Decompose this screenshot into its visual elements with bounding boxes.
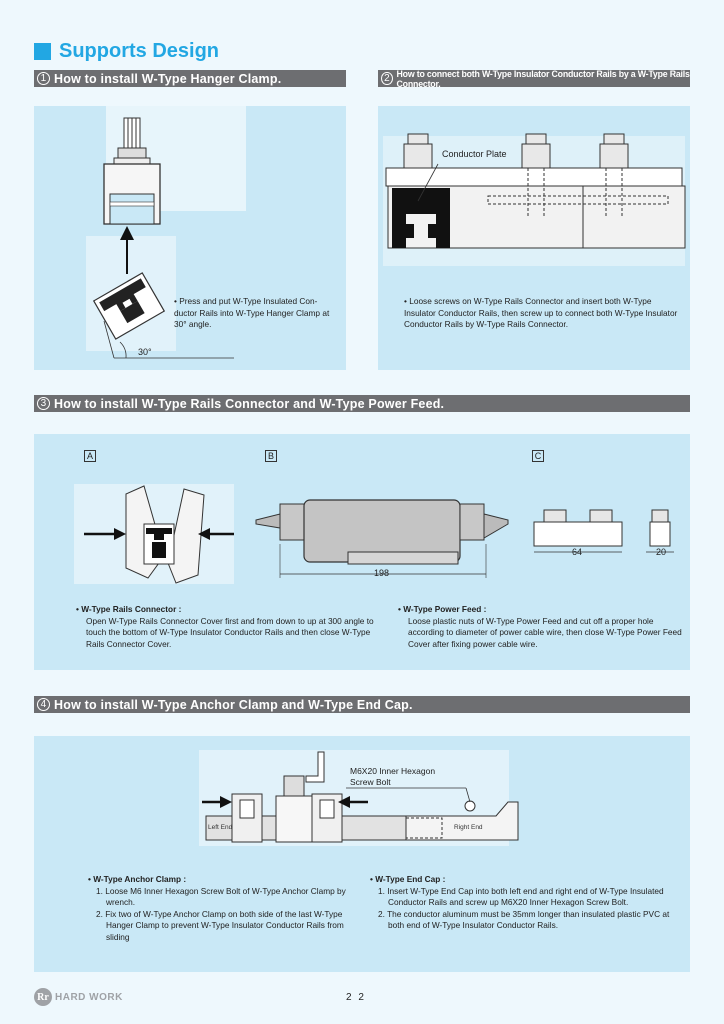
endcap-bullet (370, 874, 686, 932)
section4-number: 4 (37, 698, 50, 711)
section2-header (378, 70, 690, 87)
angle-label: 30° (138, 347, 152, 357)
anchor-title: W-Type Anchor Clamp : (93, 874, 187, 884)
dim-20-label: 20 (656, 547, 667, 557)
right-end-label: Right End (454, 824, 483, 831)
logo-icon: Rr (34, 988, 52, 1006)
section1-panel (34, 106, 346, 370)
section3-heading: How to install W-Type Rails Connector and W-Type Power Feed. (54, 396, 445, 411)
section1-number: 1 (37, 72, 50, 85)
connector-title: W-Type Rails Connector : (81, 604, 182, 614)
section4-header (34, 696, 690, 713)
label-b: B (265, 450, 277, 462)
connector-text: Open W-Type Rails Connector Cover first and from down to up at 300 angle to touch the bottom of W-Type Insulator Conductor Rails and then close W-Type Rails Connector Cover. (86, 615, 374, 649)
feed-title: W-Type Power Feed : (403, 604, 487, 614)
section3-panel (34, 434, 690, 670)
logo-text: HARD WORK (55, 991, 123, 1003)
section3-header (34, 395, 690, 412)
page-title: Supports Design (59, 40, 220, 62)
dim-64-label: 64 (572, 547, 583, 557)
section2-heading: How to connect both W-Type Insulator Conductor Rails by a W-Type Rails Connector. (396, 68, 690, 89)
left-end-label: Left End (208, 824, 233, 831)
bullet-dot-icon: • (174, 296, 180, 306)
title-square-icon (34, 43, 51, 60)
anchor-bullet (88, 874, 348, 943)
section4-panel (34, 736, 690, 972)
bullet-dot-icon: • (76, 604, 82, 614)
section1-heading: How to install W-Type Hanger Clamp. (54, 71, 282, 86)
connector-feed-illustration (34, 434, 690, 594)
section1-bullet-text: Press and put W-Type Insulated Con-ductor Rails into W-Type Hanger Clamp at 30° angle. (174, 296, 330, 329)
section2-bullet (404, 296, 684, 331)
connector-bullet (76, 604, 376, 650)
anchor-item-1: 1. Loose M6 Inner Hexagon Screw Bolt of W-Type Anchor Clamp by wrench. (96, 885, 346, 907)
section4-heading: How to install W-Type Anchor Clamp and W-Type End Cap. (54, 697, 413, 712)
section1-bullet (174, 296, 340, 331)
footer-logo (34, 988, 123, 1006)
conductor-plate-label: Conductor Plate (442, 149, 507, 159)
bolt-label-line1: M6X20 Inner Hexagon (350, 766, 436, 776)
page-number: 2 2 (346, 992, 366, 1003)
anchor-item-2: 2. Fix two of W-Type Anchor Clamp on both side of the last W-Type Hanger Clamp to prevent W-Type Insulator Conductor Rails from sliding (96, 908, 344, 942)
bolt-label-line2: Screw Bolt (350, 777, 391, 787)
anchor-endcap-illustration (34, 736, 690, 856)
endcap-title: W-Type End Cap : (375, 874, 446, 884)
section2-panel (378, 106, 690, 370)
label-c: C (532, 450, 544, 462)
feed-text: Loose plastic nuts of W-Type Power Feed and cut off a proper hole according to diameter of power cable wire, then close W-Type Power Feed Cover after fixing power cable wire. (408, 615, 682, 649)
endcap-item-2: 2. The conductor aluminum must be 35mm longer than insulated plastic PVC at both end of W-Type Insulator Conductor Rails. (378, 908, 670, 930)
dim-198-label: 198 (374, 568, 390, 578)
bullet-dot-icon: • (398, 604, 404, 614)
section2-number: 2 (381, 72, 393, 85)
endcap-item-1: 1. Insert W-Type End Cap into both left end and right end of W-Type Insulated Conductor Rails and screw up M6X20 Inner Hexagon Screw Bolt. (378, 885, 664, 907)
bullet-dot-icon: • (370, 874, 376, 884)
bullet-dot-icon: • (404, 296, 410, 306)
bullet-dot-icon: • (88, 874, 94, 884)
feed-bullet (398, 604, 688, 650)
section1-header (34, 70, 346, 87)
label-a: A (84, 450, 96, 462)
section3-number: 3 (37, 397, 50, 410)
page-title-block (34, 40, 219, 63)
section2-bullet-text: Loose screws on W-Type Rails Connector and insert both W-Type Insulator Conductor Rails, then screw up to connect both W-Type Insulator Conductor Rails by W-Type Rails Connector. (404, 296, 678, 329)
